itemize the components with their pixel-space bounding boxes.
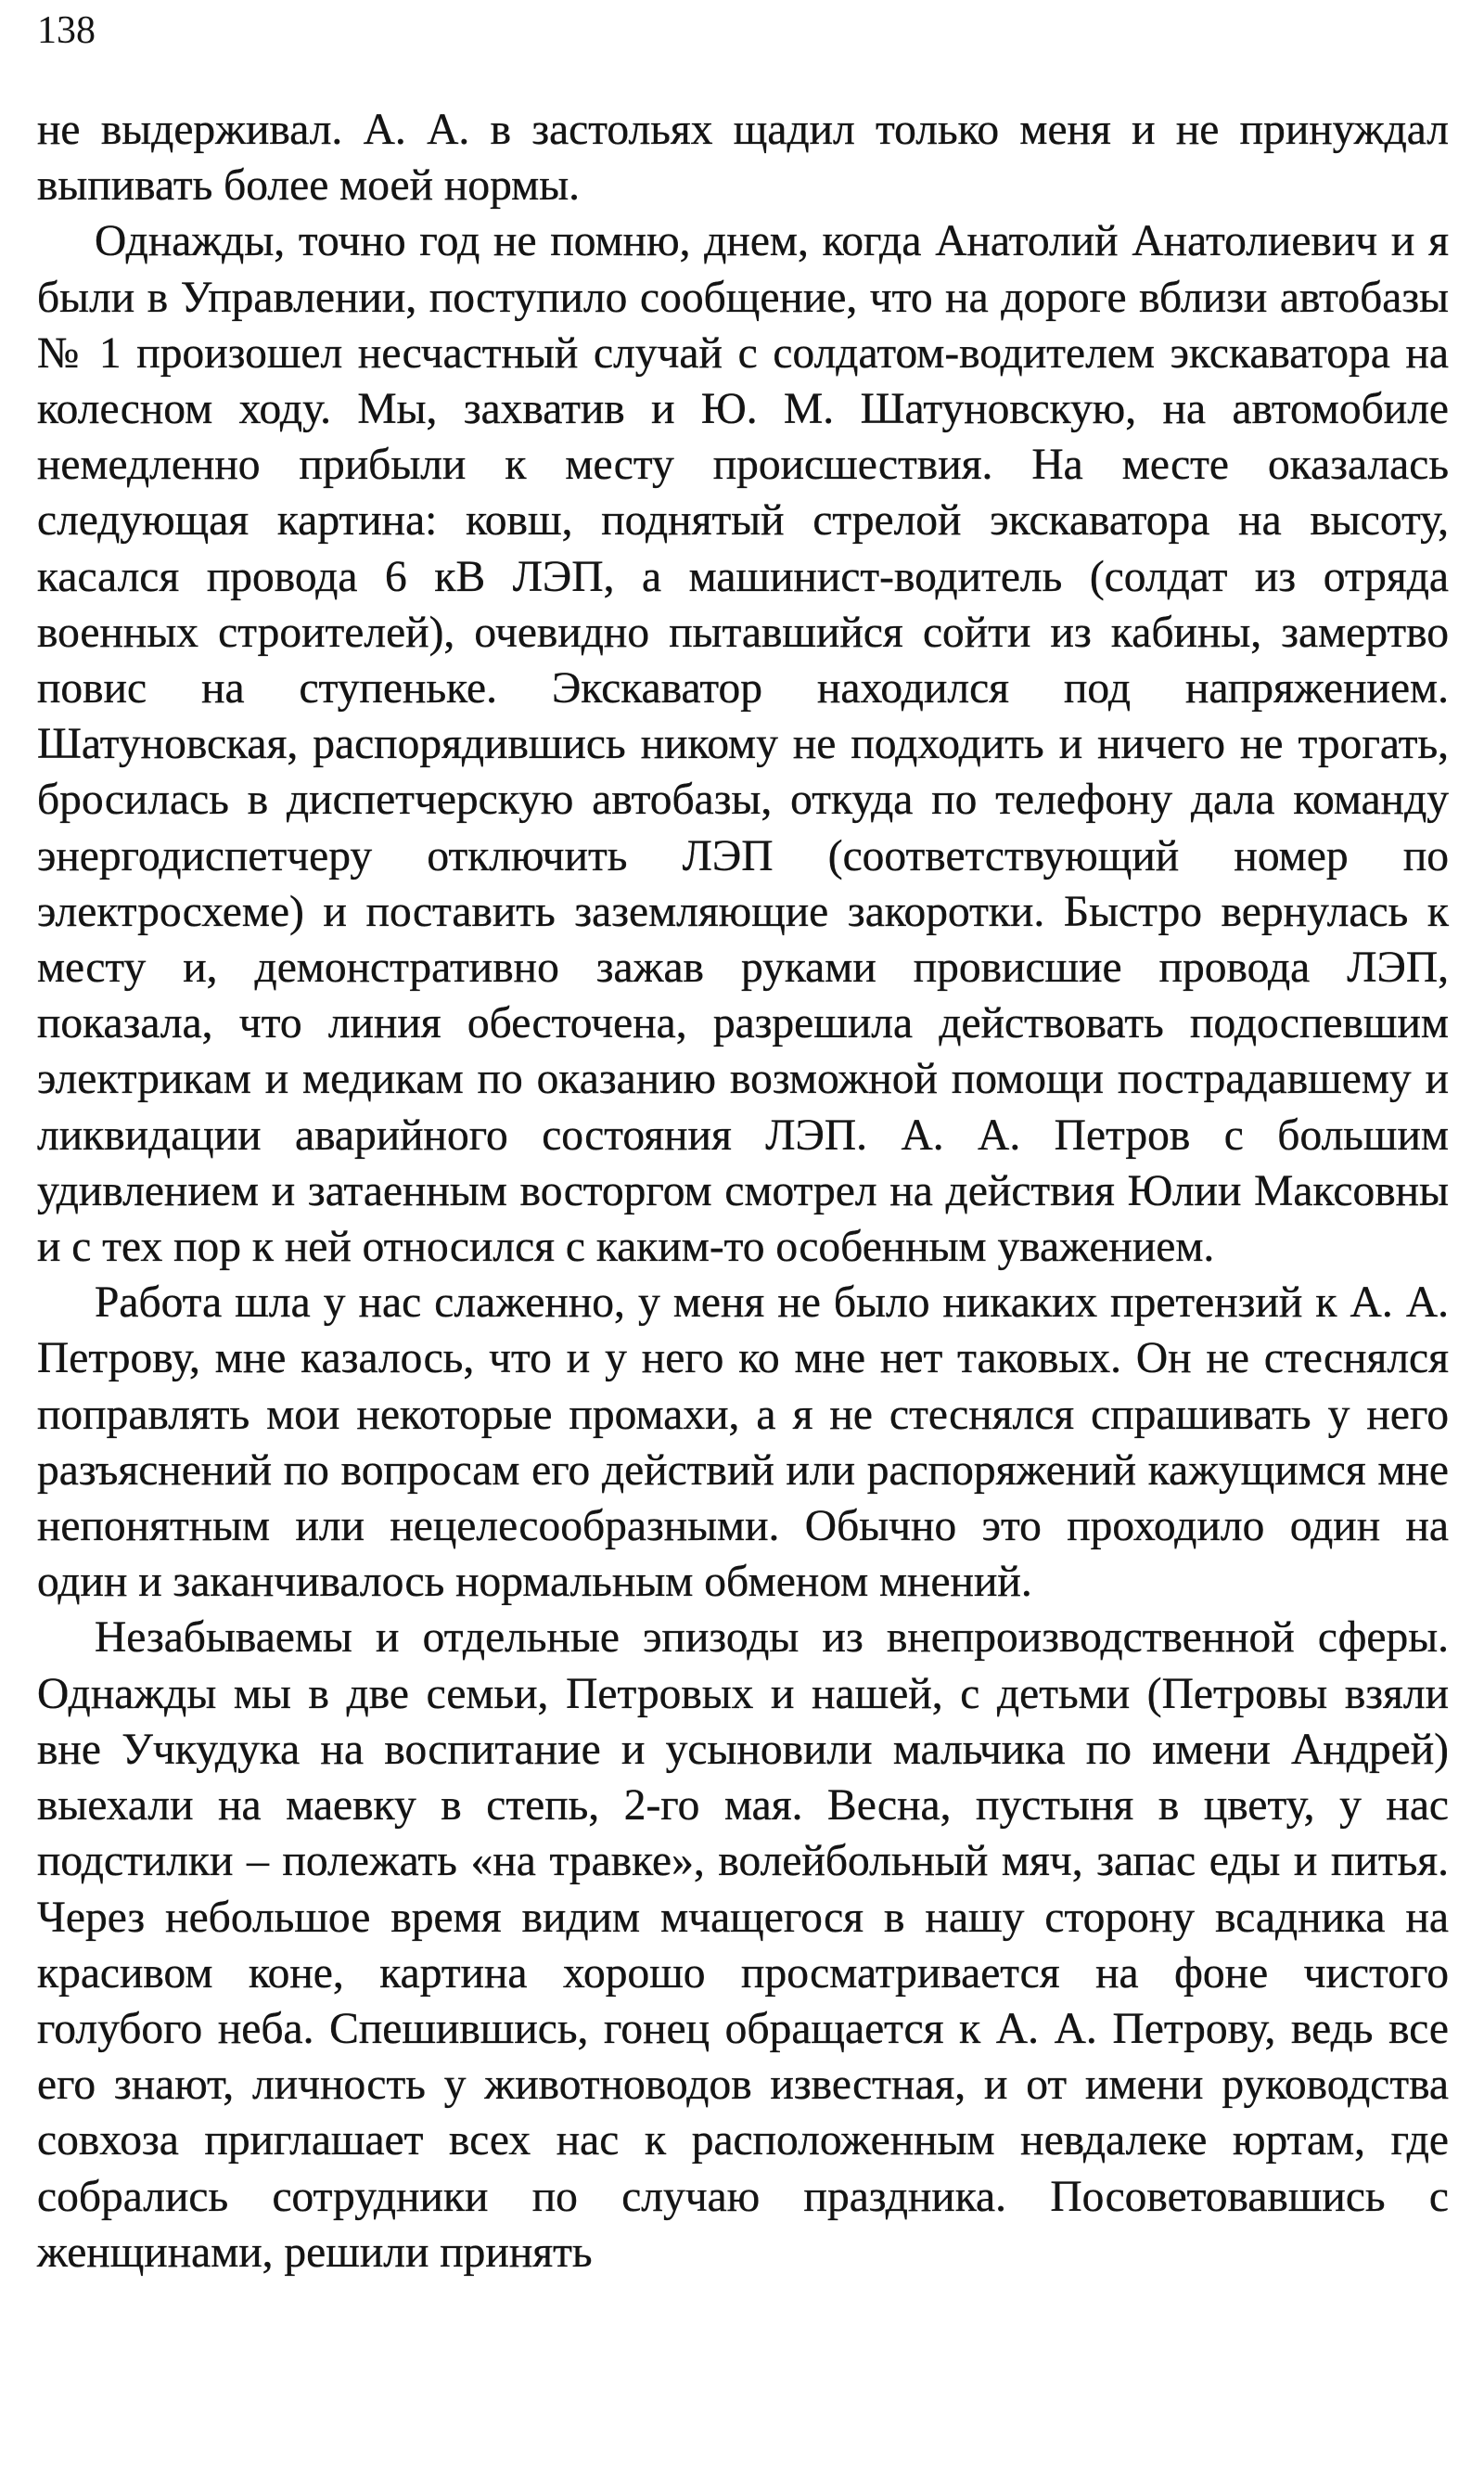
paragraph-3: Работа шла у нас слаженно, у меня не было никаких претензий к А. А. Петрову, мне казалось, что и у него ко мне нет таковых. Он не стеснялся поправлять мои некоторые промахи, а я не стеснялся спрашивать у него разъяснений по вопросам его действий или распоряжений кажущимся мне непонятным или нецелесообразными. Обычно это проходило один на один и заканчивалось нормальным обменом мнений. — [37, 1278, 1449, 1607]
page-number: 138 — [37, 9, 96, 52]
paragraph-1: не выдерживал. А. А. в застольях щадил только меня и не принуждал выпивать более моей нормы. — [37, 106, 1449, 211]
paragraph-4: Незабываемы и отдельные эпизоды из внепроизводственной сферы. Однажды мы в две семьи, Петровых и нашей, с детьми (Петровы взяли вне Учкудука на воспитание и усыновили мальчика по имени Андрей) выехали на маевку в степь, 2-го мая. Весна, пустыня в цвету, у нас подстилки – полежать «на травке», волейбольный мяч, запас еды и питья. Через небольшое время видим мчащегося в нашу сторону всадника на красивом коне, картина хорошо просматривается на фоне чистого голубого неба. Спешившись, гонец обращается к А. А. Петрову, ведь все его знают, личность у животноводов известная, и от имени руководства совхоза приглашает всех нас к расположенным невдалеке юртам, где собрались сотрудники по случаю праздника. Посоветовавшись с женщинами, решили принять — [37, 1613, 1449, 2277]
paragraph-2: Однажды, точно год не помню, днем, когда Анатолий Анатолиевич и я были в Управлении, поступило сообщение, что на дороге вблизи автобазы № 1 произошел несчастный случай с солдатом-водителем экскаватора на колесном ходу. Мы, захватив и Ю. М. Шатуновскую, на автомобиле немедленно прибыли к месту происшествия. На месте оказалась следующая картина: ковш, поднятый стрелой экскаватора на высоту, касался провода 6 кВ ЛЭП, а машинист-водитель (солдат из отряда военных строителей), очевидно пытавшийся сойти из кабины, замертво повис на ступеньке. Экскаватор находился под напряжением. Шатуновская, распорядившись никому не подходить и ничего не трогать, бросилась в диспетчерскую автобазы, откуда по телефону дала команду энергодиспетчеру отключить ЛЭП (соответствующий номер по электросхеме) и поставить заземляющие закоротки. Быстро вернулась к месту и, демонстративно зажав руками провисшие провода ЛЭП, показала, что линия обесточена, разрешила действовать подоспевшим электрикам и медикам по оказанию возможной помощи пострадавшему и ликвидации аварийного состояния ЛЭП. А. А. Петров с большим удивлением и затаенным восторгом смотрел на действия Юлии Максовны и с тех пор к ней относился с каким-то особенным уважением. — [37, 217, 1449, 1272]
body-text — [37, 102, 1449, 2280]
